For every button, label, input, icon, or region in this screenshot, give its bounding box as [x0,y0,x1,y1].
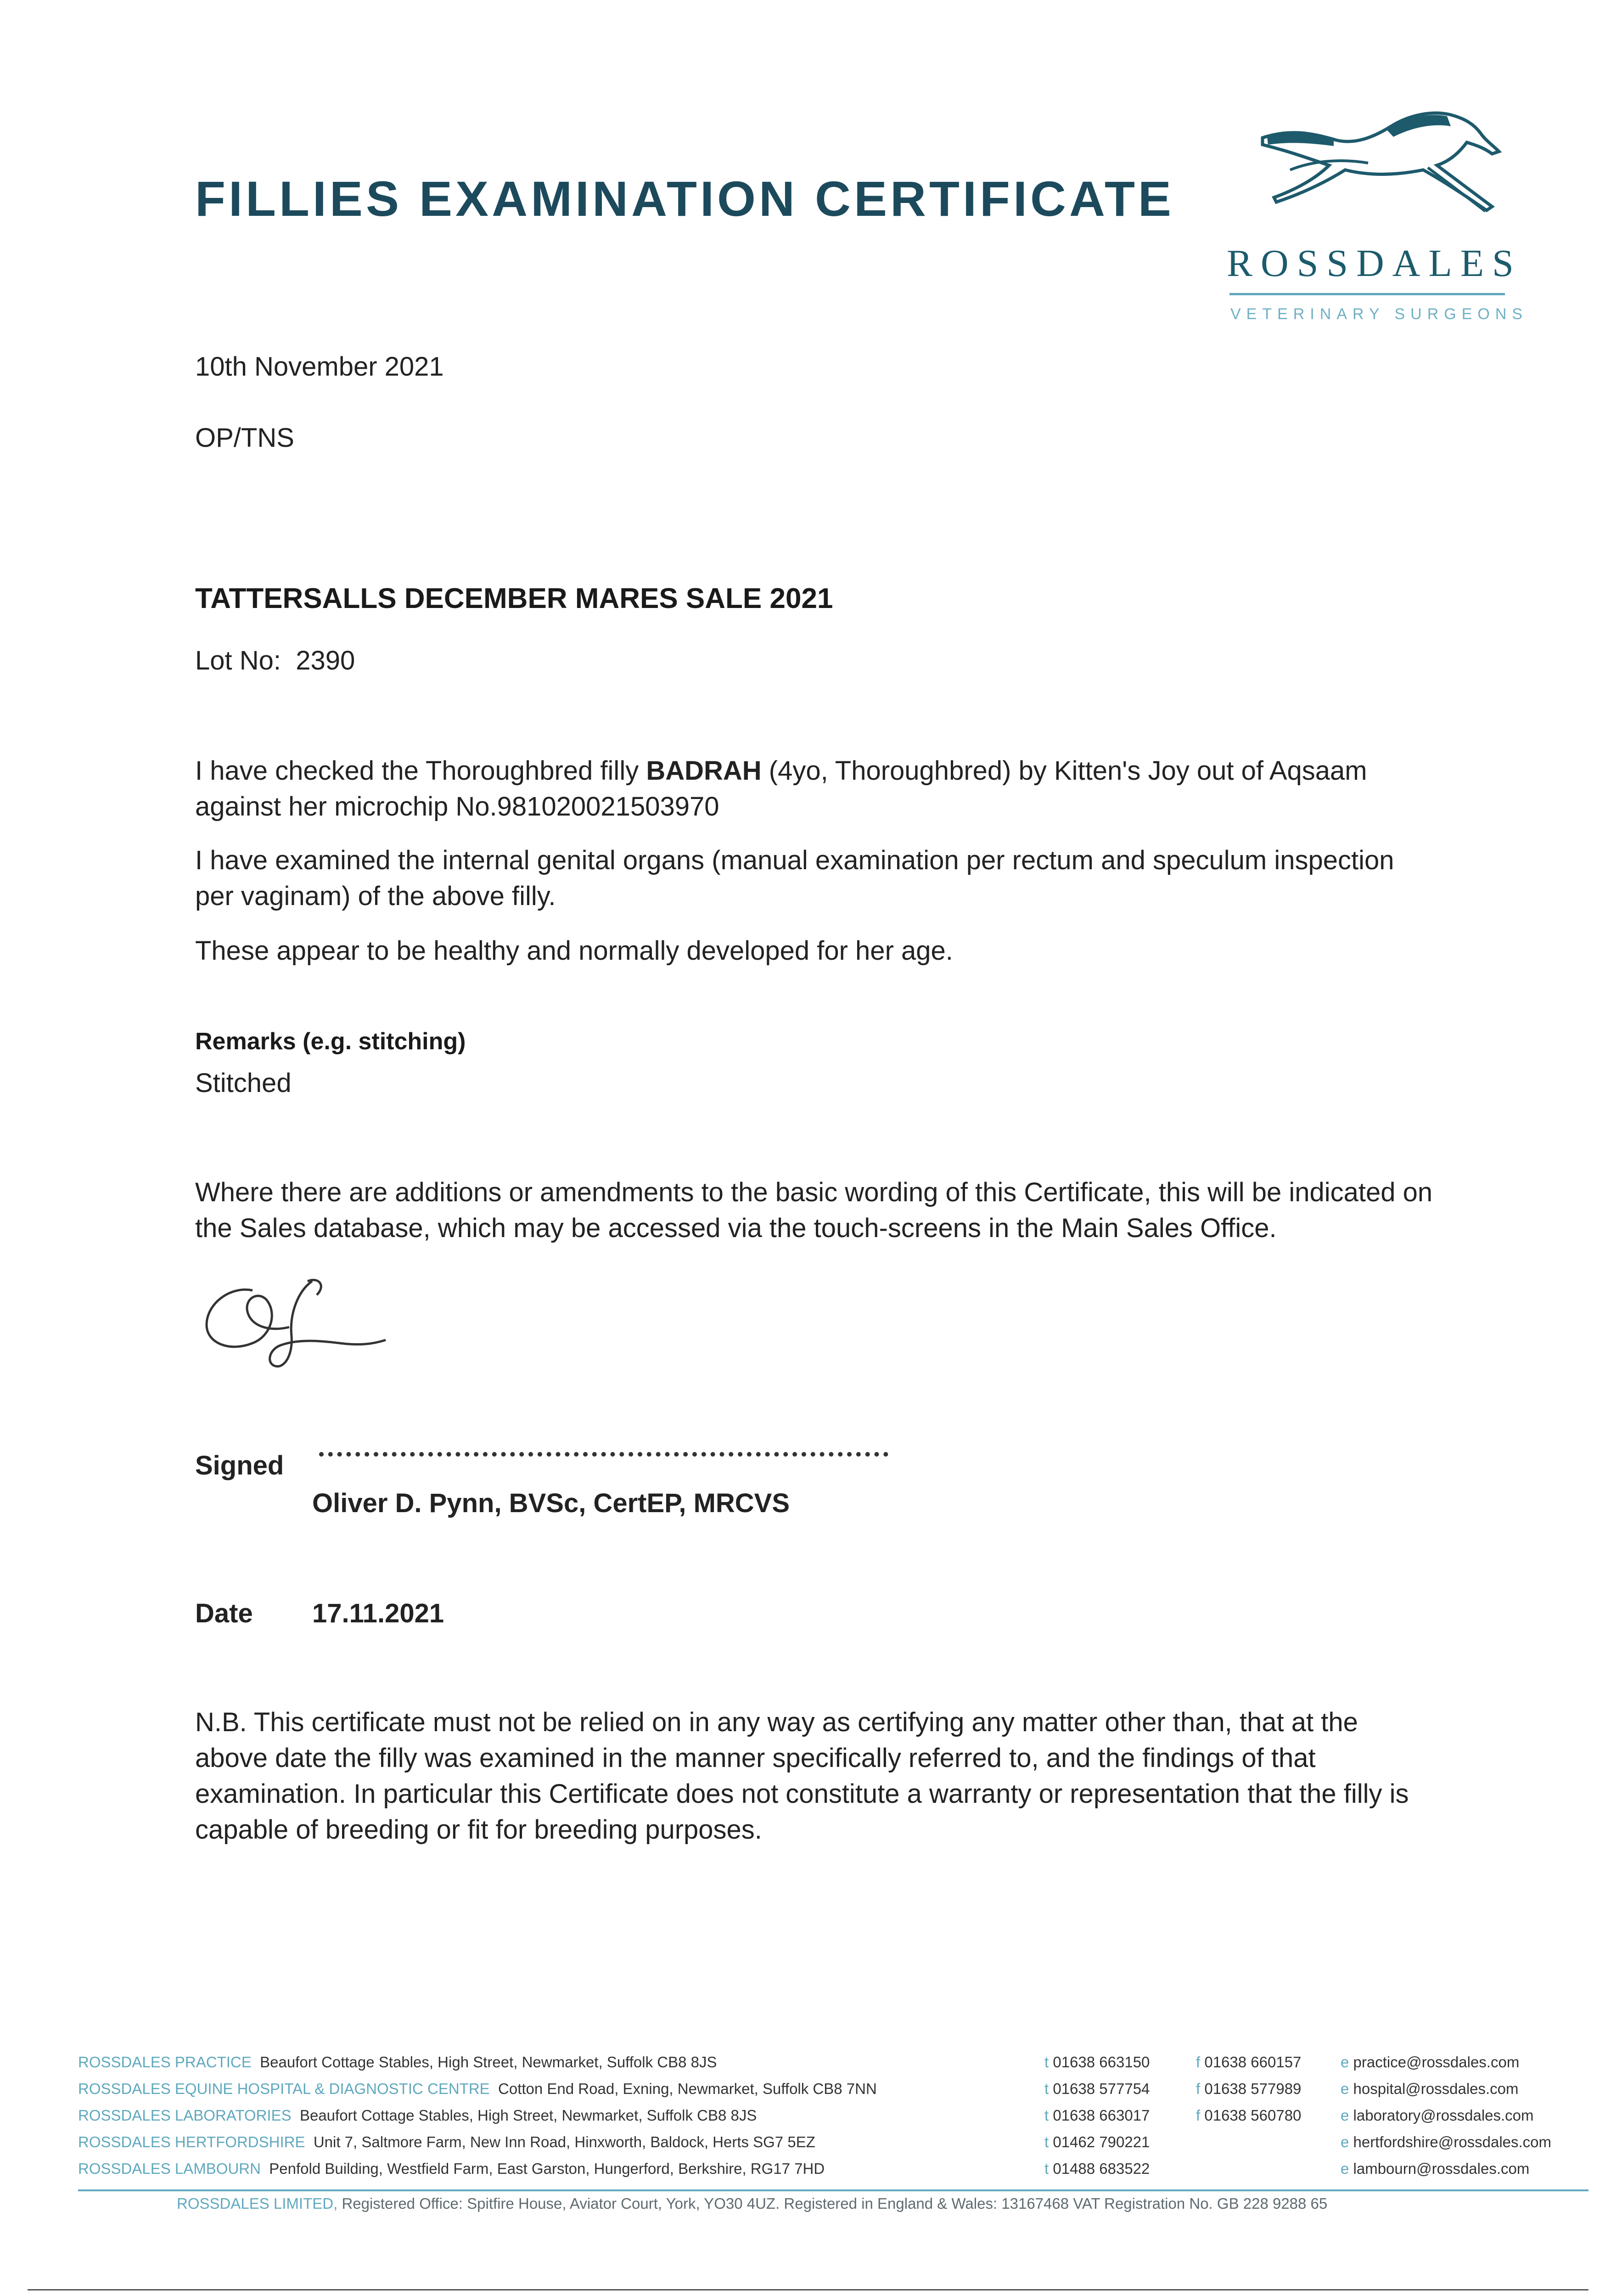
office-fax: f 01638 577989 [1196,2080,1302,2097]
office-email: e practice@rossdales.com [1341,2054,1520,2071]
lot-label: Lot No: [195,646,281,675]
certificate-title: FILLIES EXAMINATION CERTIFICATE [195,171,1174,226]
filly-identification-paragraph [195,753,1435,825]
examination-paragraph: I have examined the internal genital organs (manual examination per rectum and speculum inspection per vaginam) of the above filly. [195,845,1394,911]
registered-details: Registered Office: Spitfire House, Aviator Court, York, YO30 4UZ. Registered in England & Wales: 13167468 VAT Registration No. GB 228 9288 65 [342,2195,1328,2212]
amendments-paragraph: Where there are additions or amendments to the basic wording of this Certificate, this will be indicated on the Sales database, which may be accessed via the touch-screens in the Main Sales Office. [195,1177,1433,1243]
office-telephone: t 01462 790221 [1044,2133,1150,2150]
office-fax: f 01638 660157 [1196,2054,1302,2071]
office-telephone: t 01638 663017 [1044,2107,1150,2124]
office-address: Beaufort Cottage Stables, High Street, Newmarket, Suffolk CB8 8JS [260,2054,717,2071]
office-email: e hospital@rossdales.com [1341,2080,1519,2097]
remarks-value: Stitched [195,1068,292,1098]
signatory-name: Oliver D. Pynn, BVSc, CertEP, MRCVS [312,1488,790,1518]
office-fax: f 01638 560780 [1196,2107,1302,2124]
date-label: Date [195,1598,253,1628]
signature-line [319,1446,888,1457]
footer-office-row [78,2080,877,2098]
office-name: ROSSDALES EQUINE HOSPITAL & DIAGNOSTIC CENTRE [78,2080,490,2097]
footer-office-row [78,2133,815,2151]
reference-code: OP/TNS [195,423,294,453]
disclaimer-paragraph: N.B. This certificate must not be relied on in any way as certifying any matter other than, that at the above date the filly was examined in the manner specifically referred to, and the findings of that examination. In particular this Certificate does not constitute a warranty or representation that the filly is capable of breeding or fit for breeding purposes. [195,1707,1409,1845]
registered-company-name: ROSSDALES LIMITED, [177,2195,338,2212]
horse-logo-icon [1235,101,1520,239]
logo-brand-name: ROSSDALES [1227,242,1522,285]
logo-subtitle: VETERINARY SURGEONS [1230,305,1528,323]
footer-office-row [78,2107,757,2124]
footer-office-row [78,2160,825,2178]
footer-divider [78,2189,1588,2191]
office-telephone: t 01638 577754 [1044,2080,1150,2097]
office-address: Beaufort Cottage Stables, High Street, Newmarket, Suffolk CB8 8JS [299,2107,757,2124]
office-telephone: t 01638 663150 [1044,2054,1150,2071]
date-value: 17.11.2021 [312,1598,444,1628]
registered-office [177,2195,1327,2212]
findings-paragraph: These appear to be healthy and normally developed for her age. [195,936,953,966]
office-name: ROSSDALES PRACTICE [78,2054,252,2071]
office-name: ROSSDALES HERTFORDSHIRE [78,2133,305,2150]
remarks-label: Remarks (e.g. stitching) [195,1028,466,1055]
office-name: ROSSDALES LAMBOURN [78,2160,261,2177]
issue-date: 10th November 2021 [195,352,444,382]
office-email: e hertfordshire@rossdales.com [1341,2133,1552,2150]
horse-name: BADRAH [646,756,762,786]
signed-label: Signed [195,1451,284,1480]
footer-office-row [78,2054,717,2071]
page-bottom-edge [28,2289,1588,2290]
office-address: Unit 7, Saltmore Farm, New Inn Road, Hinxworth, Baldock, Herts SG7 5EZ [313,2133,815,2150]
paragraph-text: I have checked the Thoroughbred filly [195,756,646,786]
handwritten-signature [193,1263,422,1378]
office-email: e lambourn@rossdales.com [1341,2160,1530,2177]
lot-number [195,645,355,676]
sale-heading: TATTERSALLS DECEMBER MARES SALE 2021 [195,583,833,614]
office-email: e laboratory@rossdales.com [1341,2107,1534,2124]
lot-value: 2390 [296,646,355,675]
office-name: ROSSDALES LABORATORIES [78,2107,292,2124]
office-address: Cotton End Road, Exning, Newmarket, Suffolk CB8 7NN [498,2080,877,2097]
rossdales-logo [1217,101,1529,340]
paragraph-text: (4yo, Thoroughbred) by Kitten's Joy out of Aqsaam against her microchip No.981020021503970 [195,756,1367,822]
office-telephone: t 01488 683522 [1044,2160,1150,2177]
office-address: Penfold Building, Westfield Farm, East Garston, Hungerford, Berkshire, RG17 7HD [269,2160,825,2177]
logo-divider [1229,293,1505,295]
